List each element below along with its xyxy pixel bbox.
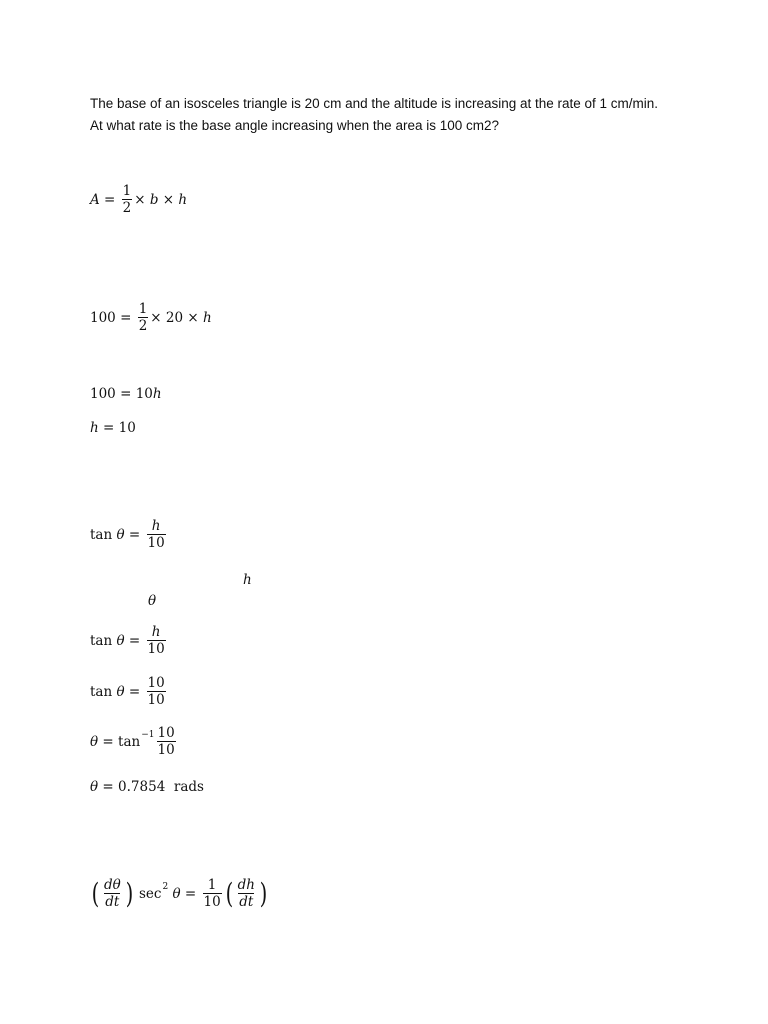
eq7-denominator: 10 [147, 692, 165, 709]
eq6-tan: tan [90, 632, 117, 649]
eq1-times-2: × [158, 191, 179, 208]
problem-line-2: At what rate is the base angle increasing when the area is 100 cm2? [90, 118, 499, 133]
eq3-equals: = [115, 386, 136, 402]
eq2-denominator: 2 [138, 318, 148, 335]
eq10-numerator: 1 [207, 877, 217, 893]
eq1-fraction [122, 184, 133, 215]
eq2-numerator: 1 [138, 301, 148, 317]
equation-area-formula [90, 184, 187, 215]
equation-inverse-tan [90, 726, 178, 757]
eq9-equals: = [98, 779, 119, 795]
eq8-numerator: 10 [157, 725, 175, 741]
eq3-coefficient: 10 [135, 386, 153, 402]
eq2-fraction [138, 302, 149, 333]
eq10-one-tenth [203, 878, 222, 909]
eq10-left-paren-1: ( [91, 876, 100, 910]
equation-tan-theta [90, 519, 168, 550]
eq1-h: h [178, 191, 188, 208]
eq6-equals: = [124, 632, 145, 649]
eq1-numerator: 1 [122, 183, 132, 199]
eq6-theta: θ [116, 632, 125, 649]
equation-simplified [90, 386, 162, 402]
eq3-lhs: 100 [90, 386, 116, 402]
eq1-b: b [149, 191, 159, 208]
figure-label-theta: θ [148, 593, 157, 609]
equation-substituted [90, 302, 212, 333]
eq10-theta: θ [168, 885, 181, 902]
eq9-unit: rads [165, 779, 204, 795]
eq8-theta: θ [90, 733, 99, 750]
eq10-dh: dh [237, 877, 255, 893]
equation-theta-value [90, 779, 204, 795]
eq7-equals: = [124, 683, 145, 700]
eq6-denominator: 10 [147, 641, 165, 658]
eq1-lhs: A [90, 191, 100, 208]
eq10-left-paren-2: ( [225, 876, 233, 910]
eq2-h: h [202, 309, 212, 326]
eq8-denominator: 10 [157, 742, 175, 759]
eq4-equals: = [98, 420, 119, 436]
equation-tan-theta-repeat [90, 625, 168, 656]
eq5-tan: tan [90, 526, 117, 543]
eq10-denominator: 10 [203, 894, 221, 911]
eq8-equals: = [98, 733, 119, 750]
eq10-dt-2: dt [239, 894, 254, 911]
eq2-rest: × 20 × [150, 309, 203, 326]
eq8-tan: tan [118, 733, 141, 750]
eq5-fraction [147, 519, 166, 550]
problem-line-1: The base of an isosceles triangle is 20 cm and the altitude is increasing at the rate of 1 cm/min. [90, 96, 659, 111]
eq7-fraction [147, 676, 166, 707]
eq10-sec: sec [134, 885, 162, 902]
eq1-times-1: × [134, 191, 150, 208]
eq7-theta: θ [116, 683, 125, 700]
equation-tan-theta-substituted [90, 676, 168, 707]
eq4-h: h [90, 420, 99, 436]
eq9-value: 0.7854 [118, 779, 166, 795]
eq5-equals: = [124, 526, 145, 543]
eq10-dtheta-dt [103, 878, 122, 909]
eq2-lhs: 100 [90, 309, 116, 326]
eq9-theta: θ [90, 779, 99, 795]
eq10-superscript: 2 [162, 881, 169, 892]
eq5-denominator: 10 [147, 535, 165, 552]
eq10-dt: dt [105, 894, 120, 911]
eq5-numerator: h [151, 518, 161, 534]
eq7-tan: tan [90, 683, 117, 700]
eq3-h: h [152, 386, 162, 402]
eq10-equals: = [180, 885, 201, 902]
equation-h-value [90, 420, 136, 436]
eq10-dh-dt [237, 878, 256, 909]
eq8-superscript: −1 [141, 729, 155, 740]
eq6-numerator: h [151, 624, 161, 640]
eq2-equals: = [115, 309, 136, 326]
figure-label-h: h [243, 572, 252, 588]
eq8-fraction [157, 726, 176, 757]
eq10-right-paren-2: ) [259, 876, 268, 910]
problem-statement [90, 93, 730, 137]
eq1-denominator: 2 [122, 200, 132, 217]
eq10-right-paren-1: ) [125, 876, 134, 910]
equation-differentiated [90, 878, 269, 909]
eq6-fraction [147, 625, 166, 656]
eq4-rhs: 10 [118, 420, 136, 436]
eq1-equals: = [99, 191, 120, 208]
eq5-theta: θ [116, 526, 125, 543]
eq7-numerator: 10 [147, 675, 165, 691]
eq10-dtheta: dθ [103, 877, 121, 893]
